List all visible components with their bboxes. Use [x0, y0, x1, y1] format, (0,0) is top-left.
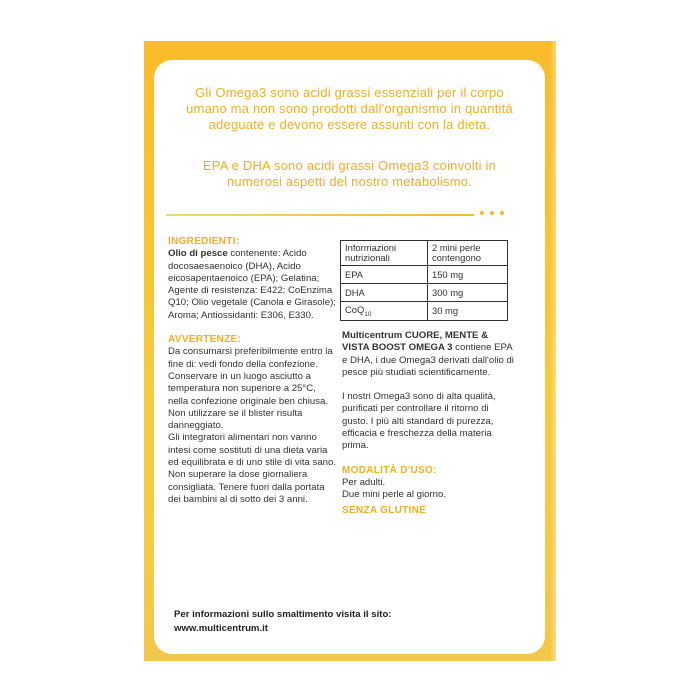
left-column	[168, 236, 336, 506]
nutrient-value: 150 mg	[428, 266, 508, 284]
divider-line	[166, 214, 474, 216]
nutrient-value: 30 mg	[428, 302, 508, 321]
product-name: Multicentrum CUORE, MENTE & VISTA BOOST OMEGA 3	[342, 330, 489, 354]
disposal-text: Per informazioni sullo smaltimento visita il sito:	[174, 609, 392, 620]
disposal-info	[174, 608, 504, 635]
usage-line-2: Due mini perle al giorno.	[342, 489, 446, 501]
nutrient-name-text: CoQ	[345, 304, 365, 315]
usage-line-1: Per adulti.	[342, 476, 386, 488]
warnings-paragraph-1: Da consumarsi preferibilmente entro la fine di: vedi fondo della confezione. Conservare in un luogo asciutto a temperatura non superiore a 25°C, nella confezione originale ben chiusa. Non utilizzare se il blister risulta danneggiato.	[168, 346, 333, 432]
quality-paragraph: I nostri Omega3 sono di alta qualità, purificati per controllare il ritorno di gusto. I più alti standard di purezza, efficacia e freschezza della materia prima.	[342, 391, 496, 452]
nutrition-table	[340, 240, 508, 321]
usage-heading: MODALITÀ D'USO:	[342, 464, 437, 476]
nutrient-subscript: 10	[364, 310, 372, 318]
ingredients-list: contenente: Acido docosaesaenoico (DHA), Acido eicosapentaenoico (EPA); Gelatina; Agente di resistenza: E422; CoEnzima Q10; Olio vegetale (Canola e Girasole); Aroma; Antiossidanti: E306, E330.	[168, 248, 336, 321]
product-text: contiene EPA e DHA, i due Omega3 derivati dall'olio di pesce più studiati scientificamente.	[342, 342, 514, 378]
nutrient-name: EPA	[341, 266, 428, 284]
ingredients-text	[168, 248, 336, 322]
intro-paragraph-2: EPA e DHA sono acidi grassi Omega3 coinvolti in numerosi aspetti del nostro metabolismo.	[202, 158, 497, 189]
nutrition-header-col1: Informazioni nutrizionali	[341, 241, 428, 266]
ingredients-bold-lead: Olio di pesce	[168, 248, 228, 260]
warnings-paragraph-2: Gli integratori alimentari non vanno intesi come sostituti di una dieta varia ed equilibrata e di uno stile di vita sano. Non superare la dose giornaliera consigliata. Tenere fuori dalla portata dei bambini al di sotto dei 3 anni.	[168, 432, 336, 505]
nutrient-name	[341, 302, 428, 321]
gluten-free-label: SENZA GLUTINE	[342, 504, 427, 516]
nutrition-header-col2: 2 mini perle contengono	[428, 241, 508, 266]
ingredients-heading: INGREDIENTI:	[168, 236, 240, 247]
nutrient-name: DHA	[341, 284, 428, 302]
nutrition-row	[341, 266, 508, 284]
right-column	[342, 330, 514, 517]
nutrition-header-row	[341, 241, 508, 266]
warnings-heading: AVVERTENZE:	[168, 334, 242, 346]
divider-dots	[480, 211, 504, 215]
nutrition-row	[341, 302, 508, 321]
nutrient-value: 300 mg	[428, 284, 508, 302]
nutrition-row	[341, 284, 508, 302]
website-url: www.multicentrum.it	[174, 622, 268, 634]
product-description	[342, 330, 514, 379]
intro-paragraph-1: Gli Omega3 sono acidi grassi essenziali per il corpo umano ma non sono prodotti dall'organismo in quantità adeguate e devono essere assunti con la dieta.	[186, 85, 513, 132]
